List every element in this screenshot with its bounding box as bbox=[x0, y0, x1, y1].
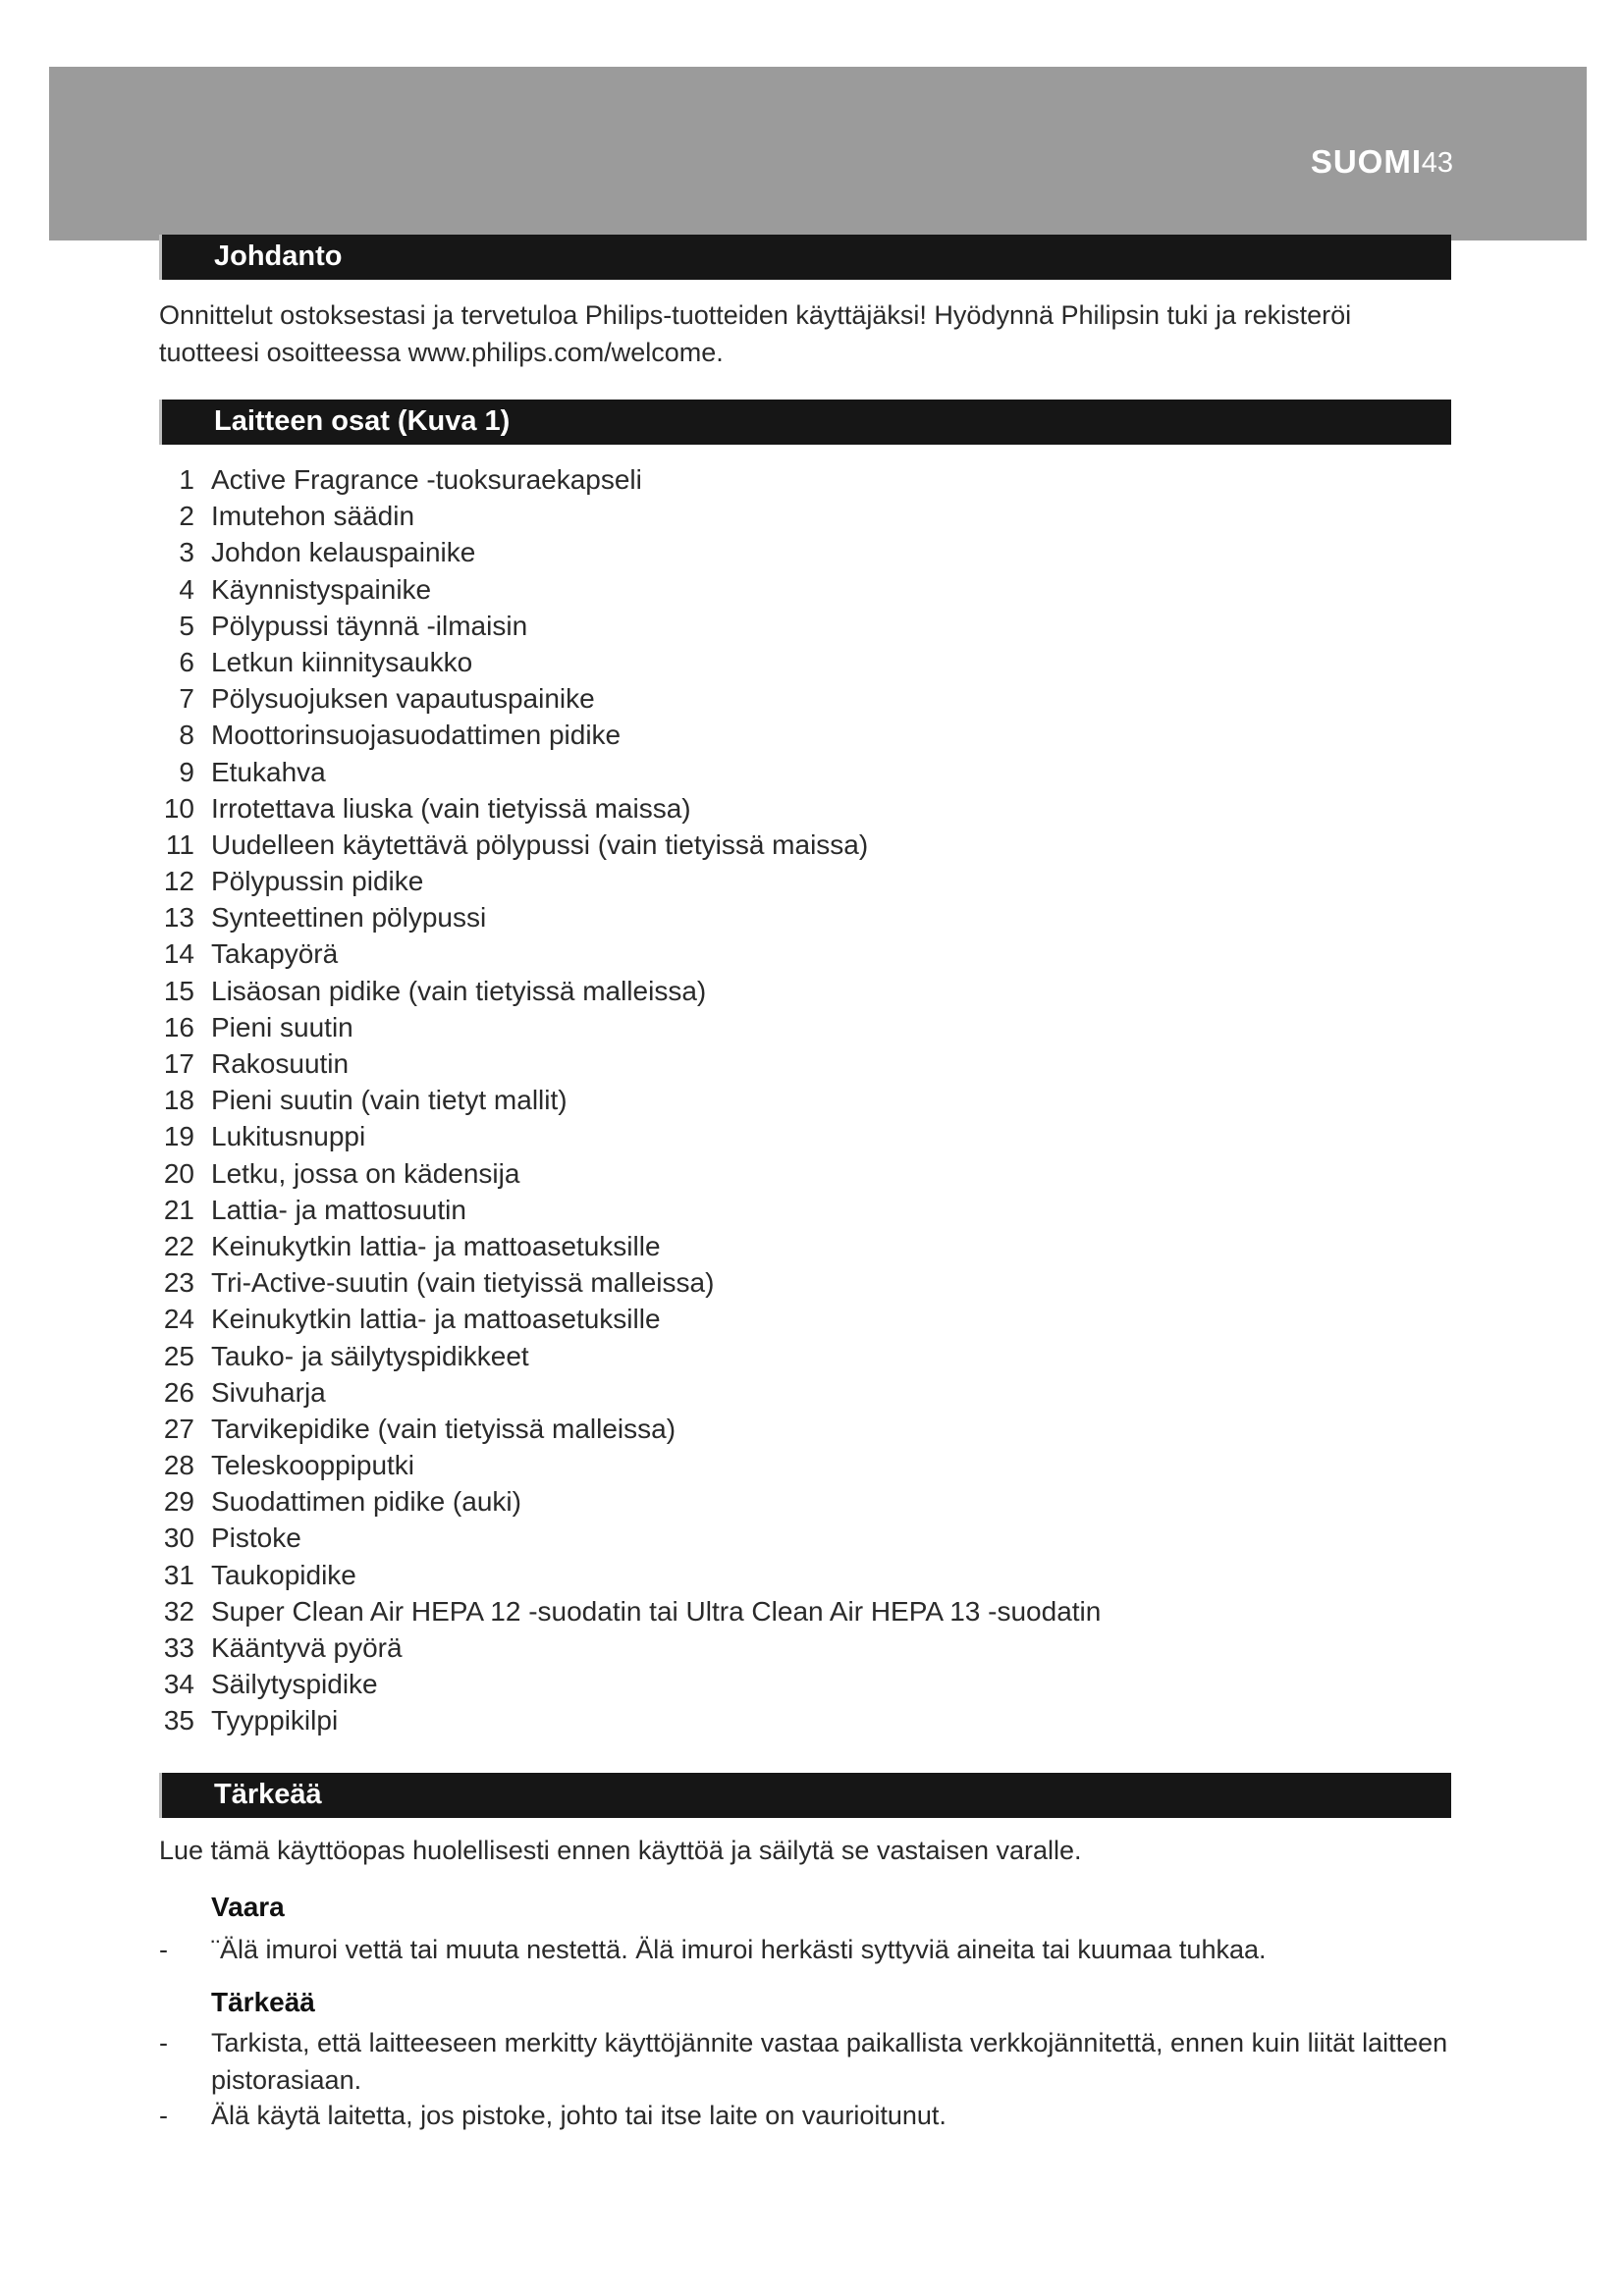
parts-list-item bbox=[147, 1447, 415, 1483]
part-number: 11 bbox=[165, 828, 194, 860]
parts-list-item bbox=[147, 1118, 366, 1154]
part-label: Pistoke bbox=[211, 1522, 301, 1554]
part-label: Etukahva bbox=[211, 756, 326, 787]
part-label: Lattia- ja mattosuutin bbox=[211, 1194, 466, 1225]
parts-list-item bbox=[147, 1045, 350, 1082]
part-label: Keinukytkin lattia- ja mattoasetuksille bbox=[211, 1304, 661, 1335]
parts-list-item bbox=[147, 1593, 1102, 1629]
part-label: Lisäosan pidike (vain tietyissä malleissa) bbox=[211, 975, 707, 1006]
parts-list-item bbox=[147, 1228, 661, 1264]
part-label: Säilytyspidike bbox=[211, 1669, 378, 1700]
parts-list-item bbox=[147, 680, 595, 717]
section-bar-parts bbox=[159, 400, 1451, 445]
parts-list-item bbox=[147, 608, 528, 644]
part-number: 4 bbox=[179, 573, 194, 605]
section-bar-important bbox=[159, 1773, 1451, 1818]
part-number: 14 bbox=[163, 938, 194, 970]
part-number: 29 bbox=[163, 1486, 194, 1518]
bullet-dash: - bbox=[159, 2101, 168, 2130]
bullet-dash: - bbox=[159, 2028, 168, 2057]
part-label: Letku, jossa on kädensija bbox=[211, 1157, 520, 1189]
part-number: 22 bbox=[163, 1230, 194, 1261]
parts-list-item bbox=[147, 644, 473, 680]
part-number: 3 bbox=[179, 537, 194, 568]
parts-list-item bbox=[147, 1629, 403, 1666]
part-number: 32 bbox=[163, 1595, 194, 1627]
parts-list-item bbox=[147, 1082, 568, 1118]
parts-list-item bbox=[147, 1411, 677, 1447]
bullet-text: Älä käytä laitetta, jos pistoke, johto tai itse laite on vaurioitunut. bbox=[211, 2101, 947, 2130]
part-number: 13 bbox=[163, 902, 194, 934]
part-label: Letkun kiinnitysaukko bbox=[211, 646, 473, 677]
part-label: Active Fragrance -tuoksuraekapseli bbox=[211, 464, 642, 495]
danger-heading: Vaara bbox=[211, 1892, 285, 1922]
part-number: 15 bbox=[163, 975, 194, 1006]
parts-list-item bbox=[147, 790, 691, 827]
part-label: Taukopidike bbox=[211, 1559, 356, 1590]
warning-item bbox=[159, 2024, 1465, 2099]
part-label: Takapyörä bbox=[211, 938, 339, 970]
parts-list-item bbox=[147, 571, 432, 608]
parts-list-item bbox=[147, 935, 339, 972]
part-number: 21 bbox=[163, 1194, 194, 1225]
part-label: Teleskooppiputki bbox=[211, 1450, 415, 1481]
important-intro: Lue tämä käyttöopas huolellisesti ennen käyttöä ja säilytä se vastaisen varalle. bbox=[159, 1836, 1082, 1865]
parts-list-item bbox=[147, 1374, 326, 1411]
language-label: SUOMI bbox=[1310, 143, 1422, 180]
section-title-important: Tärkeää bbox=[214, 1779, 322, 1810]
part-label: Suodattimen pidike (auki) bbox=[211, 1486, 521, 1518]
parts-list-item bbox=[147, 1301, 661, 1337]
parts-list-item bbox=[147, 1155, 520, 1192]
part-number: 2 bbox=[179, 501, 194, 532]
part-number: 24 bbox=[163, 1304, 194, 1335]
parts-list-item bbox=[147, 1702, 339, 1738]
part-number: 27 bbox=[163, 1413, 194, 1444]
part-label: Pölysuojuksen vapautuspainike bbox=[211, 683, 595, 715]
parts-list-item bbox=[147, 1666, 378, 1702]
part-label: Pieni suutin (vain tietyt mallit) bbox=[211, 1085, 568, 1116]
part-number: 8 bbox=[179, 720, 194, 751]
section-title-parts: Laitteen osat (Kuva 1) bbox=[214, 405, 511, 437]
part-number: 19 bbox=[163, 1121, 194, 1152]
part-number: 5 bbox=[179, 610, 194, 641]
part-number: 9 bbox=[179, 756, 194, 787]
parts-list-item bbox=[147, 863, 424, 899]
parts-list-item bbox=[147, 1483, 521, 1520]
part-number: 16 bbox=[163, 1011, 194, 1042]
bullet-text: ¨Älä imuroi vettä tai muuta nestettä. Älä imuroi herkästi syttyviä aineita tai kuumaa tuhkaa. bbox=[211, 1935, 1267, 1964]
part-number: 33 bbox=[163, 1632, 194, 1663]
warning-item bbox=[159, 2097, 1465, 2134]
parts-list-item bbox=[147, 827, 869, 863]
part-label: Käynnistyspainike bbox=[211, 573, 432, 605]
part-number: 28 bbox=[163, 1450, 194, 1481]
parts-list-item bbox=[147, 717, 622, 753]
part-label: Irrotettava liuska (vain tietyissä maissa) bbox=[211, 792, 691, 824]
parts-list-item bbox=[147, 461, 642, 498]
section-title-intro: Johdanto bbox=[214, 240, 343, 272]
part-label: Rakosuutin bbox=[211, 1048, 350, 1079]
part-number: 30 bbox=[163, 1522, 194, 1554]
part-number: 18 bbox=[163, 1085, 194, 1116]
part-label: Imutehon säädin bbox=[211, 501, 415, 532]
parts-list bbox=[147, 461, 1102, 1739]
part-label: Pieni suutin bbox=[211, 1011, 353, 1042]
parts-list-item bbox=[147, 534, 476, 570]
part-number: 1 bbox=[179, 464, 194, 495]
part-label: Super Clean Air HEPA 12 -suodatin tai Ultra Clean Air HEPA 13 -suodatin bbox=[211, 1595, 1102, 1627]
part-number: 23 bbox=[163, 1267, 194, 1299]
part-number: 20 bbox=[163, 1157, 194, 1189]
parts-list-item bbox=[147, 899, 487, 935]
part-label: Johdon kelauspainike bbox=[211, 537, 476, 568]
part-label: Pölypussi täynnä -ilmaisin bbox=[211, 610, 528, 641]
parts-list-item bbox=[147, 1192, 466, 1228]
part-label: Lukitusnuppi bbox=[211, 1121, 366, 1152]
part-number: 31 bbox=[163, 1559, 194, 1590]
part-label: Tri-Active-suutin (vain tietyissä malleissa) bbox=[211, 1267, 715, 1299]
parts-list-item bbox=[147, 1338, 529, 1374]
part-number: 7 bbox=[179, 683, 194, 715]
part-number: 6 bbox=[179, 646, 194, 677]
part-label: Tyyppikilpi bbox=[211, 1705, 339, 1736]
parts-list-item bbox=[147, 1009, 353, 1045]
part-number: 25 bbox=[163, 1340, 194, 1371]
part-label: Moottorinsuojasuodattimen pidike bbox=[211, 720, 622, 751]
bullet-dash: - bbox=[159, 1935, 168, 1964]
intro-paragraph: Onnittelut ostoksestasi ja tervetuloa Philips-tuotteiden käyttäjäksi! Hyödynnä Philipsin tuki ja rekisteröi tuotteesi osoitteessa www.philips.com/welcome. bbox=[159, 300, 1352, 367]
section-bar-intro bbox=[159, 235, 1451, 280]
page-number: 43 bbox=[1421, 147, 1453, 179]
part-number: 34 bbox=[163, 1669, 194, 1700]
part-label: Tauko- ja säilytyspidikkeet bbox=[211, 1340, 529, 1371]
part-label: Tarvikepidike (vain tietyissä malleissa) bbox=[211, 1413, 677, 1444]
warning-heading: Tärkeää bbox=[211, 1987, 315, 2017]
part-label: Sivuharja bbox=[211, 1376, 326, 1408]
part-label: Synteettinen pölypussi bbox=[211, 902, 487, 934]
bullet-text: Tarkista, että laitteeseen merkitty käyttöjännite vastaa paikallista verkkojännitettä, ennen kuin liität laitteen pistorasiaan. bbox=[211, 2028, 1448, 2095]
part-number: 26 bbox=[163, 1376, 194, 1408]
part-label: Kääntyvä pyörä bbox=[211, 1632, 403, 1663]
parts-list-item bbox=[147, 973, 707, 1009]
parts-list-item bbox=[147, 1520, 301, 1556]
parts-list-item bbox=[147, 754, 326, 790]
part-number: 10 bbox=[163, 792, 194, 824]
parts-list-item bbox=[147, 1557, 356, 1593]
part-label: Uudelleen käytettävä pölypussi (vain tietyissä maissa) bbox=[211, 828, 869, 860]
parts-list-item bbox=[147, 1264, 715, 1301]
part-number: 35 bbox=[163, 1705, 194, 1736]
part-number: 17 bbox=[163, 1048, 194, 1079]
part-label: Keinukytkin lattia- ja mattoasetuksille bbox=[211, 1230, 661, 1261]
danger-item bbox=[159, 1931, 1465, 1968]
parts-list-item bbox=[147, 498, 415, 534]
part-label: Pölypussin pidike bbox=[211, 866, 424, 897]
part-number: 12 bbox=[163, 866, 194, 897]
